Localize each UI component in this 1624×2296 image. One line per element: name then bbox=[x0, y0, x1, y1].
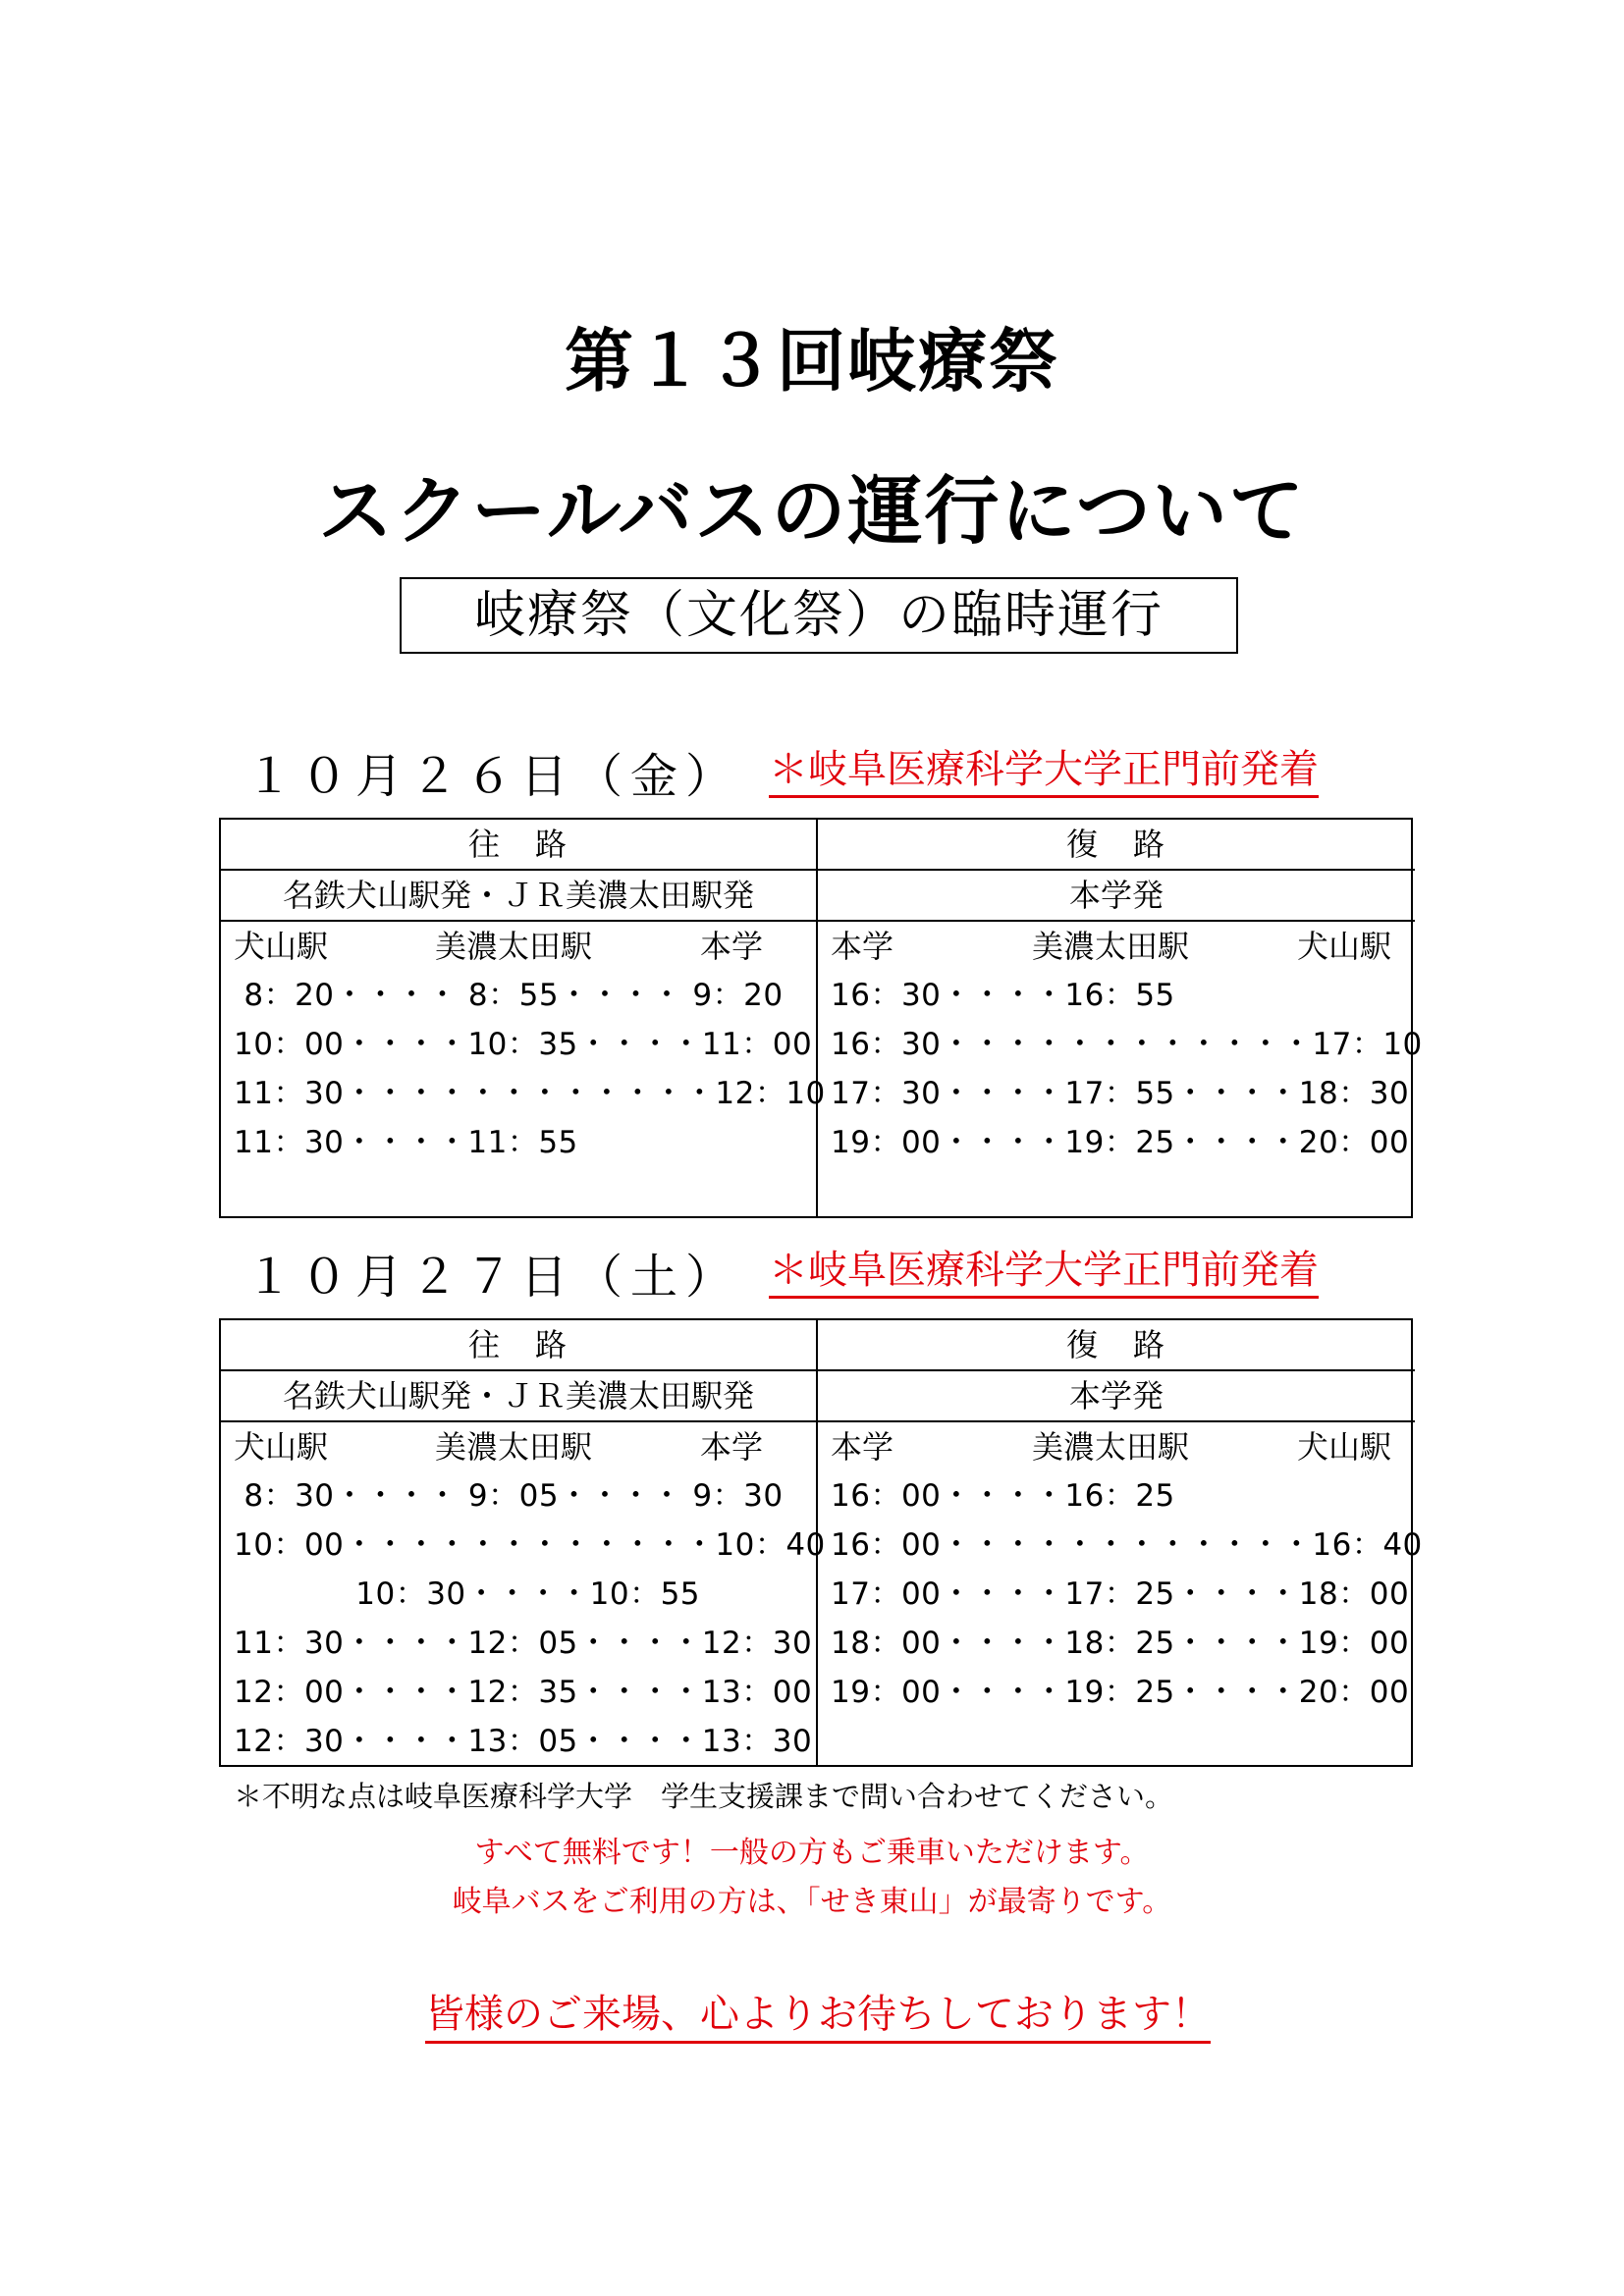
schedule-row: 10：00・・・・・・・・・・・・10：40 bbox=[234, 1527, 826, 1563]
schedule-row: 11：30・・・・・・・・・・・・12：10 bbox=[234, 1076, 826, 1111]
outbound-subheader: 名鉄犬山駅発・ＪＲ美濃太田駅発 bbox=[221, 871, 816, 922]
station-labels bbox=[221, 1422, 816, 1471]
schedule-row: 18：00・・・・18：25・・・・19：00 bbox=[831, 1626, 1410, 1661]
schedule-row: 19：00・・・・19：25・・・・20：00 bbox=[831, 1125, 1410, 1160]
free-ride-notice: すべて無料です！一般の方もご乗車いただけます。 bbox=[474, 1836, 1150, 1870]
schedule-row: 16：00・・・・・・・・・・・・16：40 bbox=[831, 1527, 1423, 1563]
schedule-row: 10：30・・・・10：55 bbox=[234, 1576, 701, 1612]
schedule-row: 12：30・・・・13：05・・・・13：30 bbox=[234, 1724, 813, 1759]
return-subheader: 本学発 bbox=[818, 1371, 1415, 1422]
station-label: 犬山駅 bbox=[234, 1428, 329, 1466]
day1-outbound-column bbox=[221, 820, 826, 1216]
page-title: 第１３回岐療祭 bbox=[565, 321, 1059, 401]
day2-note: ＊岐阜医療科学大学正門前発着 bbox=[769, 1245, 1319, 1299]
schedule-row: 17：00・・・・17：25・・・・18：00 bbox=[831, 1576, 1410, 1612]
day1-return-column bbox=[818, 820, 1423, 1216]
station-label: 本学 bbox=[700, 928, 764, 965]
schedule-row: 10：00・・・・10：35・・・・11：00 bbox=[234, 1027, 813, 1062]
station-label: 本学 bbox=[831, 1428, 894, 1466]
schedule-row bbox=[818, 1717, 1415, 1766]
schedule-row: 8：30・・・・ 9：05・・・・ 9：30 bbox=[234, 1478, 784, 1514]
schedule-row: 11：30・・・・11：55 bbox=[234, 1125, 578, 1160]
day1-schedule-table bbox=[219, 818, 1423, 1218]
schedule-row: 19：00・・・・19：25・・・・20：00 bbox=[831, 1675, 1410, 1710]
schedule-row: 16：30・・・・・・・・・・・・17：10 bbox=[831, 1027, 1423, 1062]
station-label: 犬山駅 bbox=[234, 928, 329, 965]
return-header: 復 路 bbox=[818, 820, 1415, 871]
schedule-row: 17：30・・・・17：55・・・・18：30 bbox=[831, 1076, 1410, 1111]
station-label: 美濃太田駅 bbox=[435, 928, 593, 965]
station-label: 美濃太田駅 bbox=[435, 1428, 593, 1466]
station-labels bbox=[221, 922, 816, 971]
day1-note: ＊岐阜医療科学大学正門前発着 bbox=[769, 744, 1319, 798]
station-labels bbox=[818, 1422, 1415, 1471]
day1-date: １０月２６日（金） bbox=[245, 749, 741, 804]
station-label: 美濃太田駅 bbox=[1032, 1428, 1190, 1466]
station-label: 犬山駅 bbox=[1297, 928, 1392, 965]
station-labels bbox=[818, 922, 1415, 971]
station-label: 本学 bbox=[700, 1428, 764, 1466]
schedule-row: 12：00・・・・12：35・・・・13：00 bbox=[234, 1675, 813, 1710]
schedule-row bbox=[818, 1167, 1415, 1216]
day2-schedule-table bbox=[219, 1318, 1423, 1767]
outbound-header: 往 路 bbox=[221, 820, 816, 871]
outbound-header: 往 路 bbox=[221, 1320, 816, 1371]
festival-label-box: 岐療祭（文化祭）の臨時運行 bbox=[400, 577, 1238, 654]
page-subtitle: スクールバスの運行について bbox=[318, 467, 1306, 555]
return-header: 復 路 bbox=[818, 1320, 1415, 1371]
schedule-row bbox=[221, 1167, 816, 1216]
station-label: 美濃太田駅 bbox=[1032, 928, 1190, 965]
day2-date: １０月２７日（土） bbox=[245, 1250, 741, 1305]
gifu-bus-notice: 岐阜バスをご利用の方は、「せき東山」が最寄りです。 bbox=[452, 1885, 1172, 1919]
inquiry-note: ＊不明な点は岐阜医療科学大学 学生支援課まで問い合わせてください。 bbox=[234, 1780, 1174, 1813]
schedule-row: 16：30・・・・16：55 bbox=[831, 978, 1175, 1013]
outbound-subheader: 名鉄犬山駅発・ＪＲ美濃太田駅発 bbox=[221, 1371, 816, 1422]
station-label: 犬山駅 bbox=[1297, 1428, 1392, 1466]
schedule-row: 16：00・・・・16：25 bbox=[831, 1478, 1175, 1514]
station-label: 本学 bbox=[831, 928, 894, 965]
day2-outbound-column bbox=[221, 1320, 826, 1765]
return-subheader: 本学発 bbox=[818, 871, 1415, 922]
day2-return-column bbox=[818, 1320, 1423, 1765]
schedule-row: 8：20・・・・ 8：55・・・・ 9：20 bbox=[234, 978, 784, 1013]
schedule-row: 11：30・・・・12：05・・・・12：30 bbox=[234, 1626, 813, 1661]
closing-message: 皆様のご来場、心よりお待ちしております！ bbox=[425, 1988, 1211, 2044]
